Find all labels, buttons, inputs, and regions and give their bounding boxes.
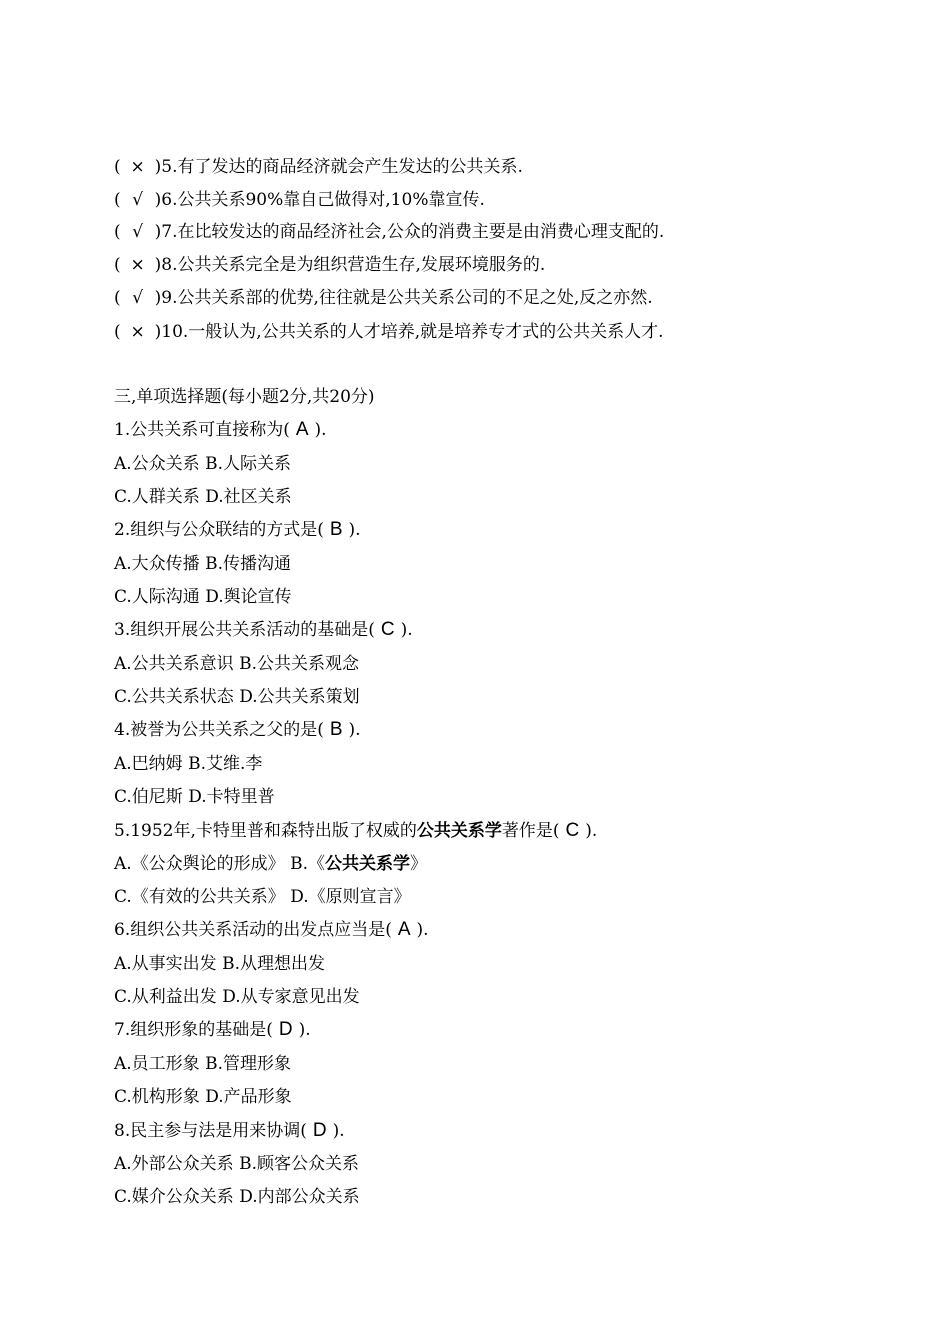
question-options: C.人群关系 D.社区关系 [114, 487, 292, 507]
answer-letter: D [312, 1120, 327, 1141]
question-options: C.人际沟通 D.舆论宣传 [114, 587, 292, 607]
section-heading: 三,单项选择题(每小题2分,共20分) [114, 387, 375, 407]
answer-letter: D [278, 1019, 293, 1040]
tf-item-10: ( × )10.一般认为,公共关系的人才培养,就是培养专才式的公共关系人才. [114, 316, 664, 348]
question-stem: 5.1952年,卡特里普和森特出版了权威的公共关系学著作是( C ). [114, 815, 597, 847]
tf-mark: √ [132, 190, 144, 210]
question-options: A.大众传播 B.传播沟通 [114, 554, 291, 574]
answer-letter: B [329, 519, 343, 540]
answer-letter: C [380, 619, 395, 640]
question-stem: 3.组织开展公共关系活动的基础是( C ). [114, 614, 413, 646]
question-stem: 1.公共关系可直接称为( A ). [114, 414, 327, 446]
question-options: C.《有效的公共关系》 D.《原则宣言》 [114, 887, 411, 907]
question-stem: 6.组织公共关系活动的出发点应当是( A ). [114, 914, 429, 946]
tf-mark: √ [132, 222, 144, 242]
question-stem: 2.组织与公众联结的方式是( B ). [114, 514, 361, 546]
book-title-bold: 公共关系学 [324, 854, 410, 874]
tf-text: )8.公共关系完全是为组织营造生存,发展环境服务的. [154, 255, 546, 275]
question-options: A.巴纳姆 B.艾维.李 [114, 754, 263, 774]
tf-item-9: ( √ )9.公共关系部的优势,往往就是公共关系公司的不足之处,反之亦然. [114, 282, 653, 314]
tf-text: )6.公共关系90%靠自己做得对,10%靠宣传. [154, 190, 485, 210]
question-options: A.公共关系意识 B.公共关系观念 [114, 654, 359, 674]
tf-item-7: ( √ )7.在比较发达的商品经济社会,公众的消费主要是由消费心理支配的. [114, 216, 664, 248]
tf-item-6: ( √ )6.公共关系90%靠自己做得对,10%靠宣传. [114, 184, 485, 216]
tf-item-8: ( × )8.公共关系完全是为组织营造生存,发展环境服务的. [114, 249, 545, 281]
answer-letter: B [329, 719, 343, 740]
tf-mark: × [130, 255, 145, 275]
question-stem: 4.被誉为公共关系之父的是( B ). [114, 714, 361, 746]
answer-letter: C [565, 820, 580, 841]
tf-mark: × [130, 322, 145, 342]
question-options: C.公共关系状态 D.公共关系策划 [114, 687, 360, 707]
tf-mark: √ [132, 288, 144, 308]
question-options: A.员工形象 B.管理形象 [114, 1054, 291, 1074]
tf-text: )5.有了发达的商品经济就会产生发达的公共关系. [154, 157, 523, 177]
tf-item-5: ( × )5.有了发达的商品经济就会产生发达的公共关系. [114, 151, 523, 183]
question-options: A.《公众舆论的形成》 B.《公共关系学》 [114, 854, 427, 874]
tf-text: )7.在比较发达的商品经济社会,公众的消费主要是由消费心理支配的. [154, 222, 665, 242]
question-options: C.伯尼斯 D.卡特里普 [114, 787, 275, 807]
tf-text: )9.公共关系部的优势,往往就是公共关系公司的不足之处,反之亦然. [154, 288, 653, 308]
question-options: C.媒介公众关系 D.内部公众关系 [114, 1187, 360, 1207]
answer-letter: A [295, 419, 309, 440]
question-options: A.从事实出发 B.从理想出发 [114, 954, 325, 974]
question-stem: 7.组织形象的基础是( D ). [114, 1014, 311, 1046]
question-options: C.从利益出发 D.从专家意见出发 [114, 987, 360, 1007]
tf-text: )10.一般认为,公共关系的人才培养,就是培养专才式的公共关系人才. [154, 322, 664, 342]
answer-letter: A [397, 919, 411, 940]
question-options: A.公众关系 B.人际关系 [114, 454, 291, 474]
question-options: C.机构形象 D.产品形象 [114, 1087, 292, 1107]
tf-mark: × [130, 157, 145, 177]
question-stem: 8.民主参与法是用来协调( D ). [114, 1115, 345, 1147]
question-options: A.外部公众关系 B.顾客公众关系 [114, 1154, 359, 1174]
book-title-bold: 公共关系学 [416, 821, 502, 841]
